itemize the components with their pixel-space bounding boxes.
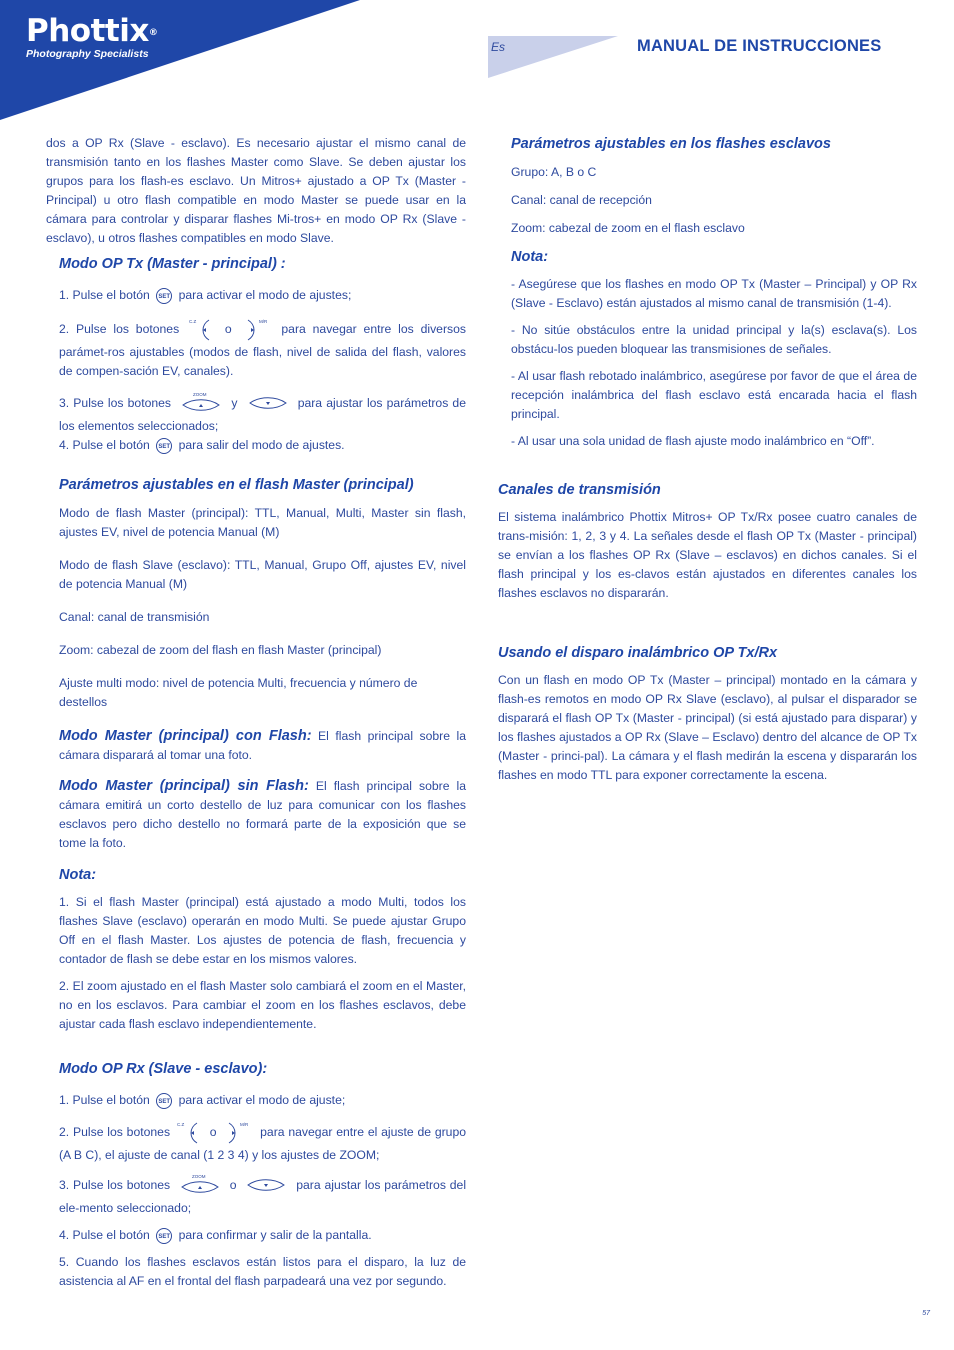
- right-nota-4: - Al usar una sola unidad de flash ajuste modo inalámbrico en “Off”.: [511, 434, 875, 448]
- master-param-3: Canal: canal de transmisión: [59, 610, 210, 624]
- language-tab: [488, 36, 618, 78]
- brand-tagline: Photography Specialists: [26, 48, 149, 60]
- left-button-icon: [189, 317, 215, 343]
- down-button-icon: [246, 391, 290, 417]
- master-with-flash: Modo Master (principal) con Flash: El flash principal sobre la cámara disparará al tomar una foto.: [59, 728, 466, 762]
- svg-text:ZOOM: ZOOM: [191, 1174, 206, 1179]
- page-number: 57: [922, 1310, 930, 1317]
- set-button-icon: SET: [156, 1228, 172, 1244]
- svg-text:C.Z: C.Z: [176, 1122, 185, 1127]
- master-params-heading: Parámetros ajustables en el flash Master (principal): [59, 477, 414, 493]
- optx-step-4: 4. Pulse el botón SET para salir del modo de ajustes.: [59, 438, 345, 452]
- optx-step-3: 3. Pulse los botones ZOOM y para ajustar los parámetros de los elementos seleccionados;: [59, 392, 466, 433]
- svg-text:M/R: M/R: [240, 1122, 249, 1127]
- master-without-flash-heading: Modo Master (principal) sin Flash:: [59, 778, 309, 794]
- right-nota-1: - Asegúrese que los flashes en modo OP Tx (Master – Principal) y OP Rx (Slave - Esclavo) están ajustados al mismo canal de transmisión (1-4).: [511, 277, 917, 310]
- usando-text: Con un flash en modo OP Tx (Master – principal) montado en la cámara y flash-es remotos en modo OP Rx Slave (esclavo), al pulsar el disparador se disparará el flash OP Tx (Master - principal) (si está ajustado para disparar) y los flashes ajustados a OP Rx (Slave – Esclavo) dentro del alcance de OP Tx (Master - princi-pal). La cámara y el flash medirán la escena y dispararán los flashes en modo TTL para exponer correctamente la escena.: [498, 673, 917, 782]
- optx-step-1: 1. Pulse el botón SET para activar el modo de ajustes;: [59, 288, 352, 302]
- slave-param-2: Canal: canal de recepción: [511, 193, 652, 207]
- right-button-icon: [242, 317, 272, 343]
- canales-text: El sistema inalámbrico Phottix Mitros+ OP Tx/Rx posee cuatro canales de trans-misión: 1, 2, 3 y 4. La señales desde el flash OP Tx (Master - principal) se envían a los flashes OP Rx (Slave – esclavos) en dichos canales. Si el flash principal y los es-clavos están ajustados en diferentes canales los flashes esclavos no dispararán.: [498, 510, 917, 600]
- master-with-flash-heading: Modo Master (principal) con Flash:: [59, 728, 312, 744]
- canales-heading: Canales de transmisión: [498, 482, 661, 498]
- optx-heading: Modo OP Tx (Master - principal) :: [59, 256, 286, 272]
- oprx-step-3: 3. Pulse los botones ZOOM o para ajustar los parámetros del ele-mento seleccionado;: [59, 1174, 467, 1215]
- registered-mark: ®: [148, 28, 158, 38]
- brand-name: Phottix: [26, 13, 149, 49]
- slave-params-heading: Parámetros ajustables en los flashes esclavos: [511, 136, 831, 152]
- slave-param-1: Grupo: A, B o C: [511, 165, 597, 179]
- svg-text:M/R: M/R: [258, 319, 267, 324]
- left-button-icon: [177, 1120, 203, 1146]
- oprx-step-1: 1. Pulse el botón SET para activar el modo de ajuste;: [59, 1093, 346, 1107]
- right-column-bottom: [498, 480, 917, 785]
- master-param-4: Zoom: cabezal de zoom del flash en flash Master (principal): [59, 643, 382, 657]
- nota-2: 2. El zoom ajustado en el flash Master solo cambiará el zoom en el Master, no en los esclavos. Para cambiar el zoom en los flashes esclavos, debe ajustar cada flash esclavo independientemente.: [59, 979, 466, 1031]
- up-button-icon: [179, 391, 223, 417]
- right-button-icon: [223, 1120, 253, 1146]
- oprx-step-5: 5. Cuando los flashes esclavos están listos para el disparo, la luz de asistencia al AF en el frontal del flash parpadeará una vez por segundo.: [59, 1255, 466, 1288]
- slave-param-3: Zoom: cabezal de zoom en el flash esclavo: [511, 221, 745, 235]
- master-param-5: Ajuste multi modo: nivel de potencia Multi, frecuencia y número de destellos: [59, 676, 418, 709]
- right-nota-3: - Al usar flash rebotado inalámbrico, asegúrese por favor de que el área de recepción inalámbrica del flash esclavo está encarada hacia el flash principal.: [511, 369, 917, 421]
- manual-title: MANUAL DE INSTRUCCIONES: [637, 37, 882, 55]
- intro-paragraph: dos a OP Rx (Slave - esclavo). Es necesario ajustar el mismo canal de transmisión tanto en los flashes Master como Slave. Se deben ajustar los grupos para los flash-es esclavo. Un Mitros+ ajustado a OP Tx (Master - Principal) u otro flash compatible en modo Master se puede usar en la cámara para controlar y disparar flashes Mi-tros+ en modo OP Rx (Slave - esclavo), u otros flashes compatibles en modo Slave.: [46, 136, 466, 245]
- right-column-top: [511, 134, 917, 451]
- left-column: [59, 254, 466, 1291]
- set-button-icon: SET: [156, 438, 172, 454]
- phottix-logo: [26, 14, 157, 60]
- oprx-step-2: 2. Pulse los botones C.Z o M/R para navegar entre el ajuste de grupo (A B C), el ajuste de canal (1 2 3 4) y los ajustes de ZOOM;: [59, 1122, 467, 1162]
- nota-1: 1. Si el flash Master (principal) está ajustado a modo Multi, todos los flashes Slave (esclavo) operarán en modo Multi. Se puede ajustar Grupo Off en el flash Master. Los ajustes de potencia de flash, frecuencia y contador de flash se debe estar en los mismos valores.: [59, 895, 466, 966]
- right-nota-2: - No sitúe obstáculos entre la unidad principal y la(s) esclava(s). Los obstácu-los pueden bloquear las transmisiones de señales.: [511, 323, 917, 356]
- optx-step-2: 2. Pulse los botones C.Z o M/R para navegar entre los diversos parámet-ros ajustables (modos de flash, nivel de salida del flash, valores de compen-sación EV, canales).: [59, 319, 466, 378]
- up-button-icon: [178, 1173, 222, 1199]
- usando-heading: Usando el disparo inalámbrico OP Tx/Rx: [498, 645, 778, 661]
- set-button-icon: SET: [156, 1093, 172, 1109]
- master-param-1: Modo de flash Master (principal): TTL, Manual, Multi, Master sin flash, ajustes EV, nivel de potencia Manual (M): [59, 506, 466, 539]
- master-param-2: Modo de flash Slave (esclavo): TTL, Manual, Grupo Off, ajustes EV, nivel de potencia Manual (M): [59, 558, 466, 591]
- svg-text:C.Z: C.Z: [189, 319, 197, 324]
- oprx-step-4: 4. Pulse el botón SET para confirmar y salir de la pantalla.: [59, 1228, 372, 1242]
- down-button-icon: [244, 1173, 288, 1199]
- language-label: Es: [491, 40, 506, 54]
- right-nota-heading: Nota:: [511, 249, 549, 265]
- master-without-flash: Modo Master (principal) sin Flash: El flash principal sobre la cámara emitirá un corto destello de luz para comunicar con los flashes esclavos pero dicho destello no formará parte de la exposición que se tome la foto.: [59, 778, 466, 850]
- oprx-heading: Modo OP Rx (Slave - esclavo):: [59, 1061, 268, 1077]
- set-button-icon: SET: [156, 288, 172, 304]
- svg-text:ZOOM: ZOOM: [193, 392, 207, 397]
- nota-heading: Nota:: [59, 867, 97, 883]
